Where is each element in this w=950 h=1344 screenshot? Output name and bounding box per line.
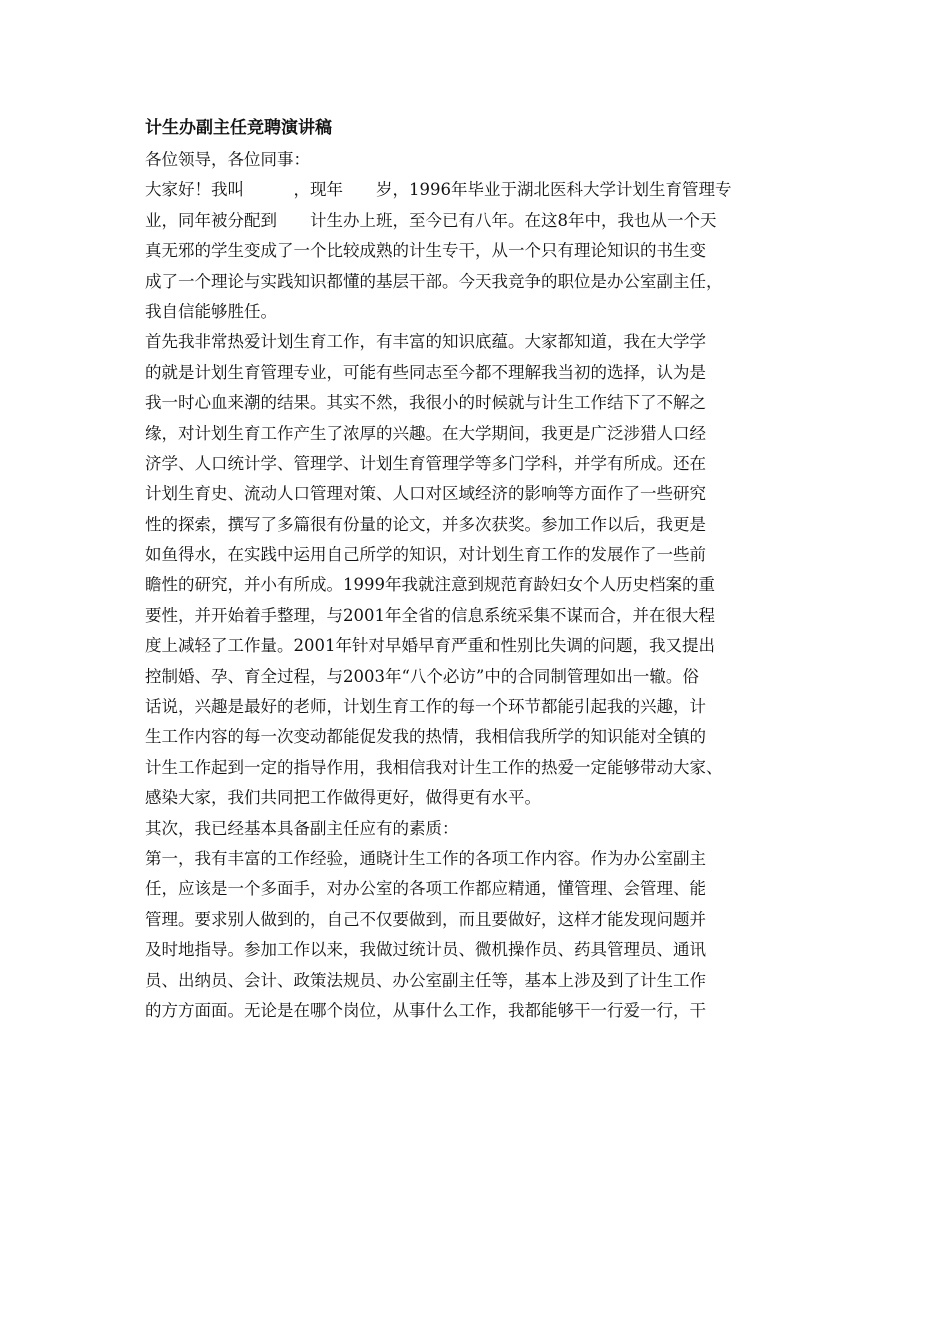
- document-body: [145, 175, 810, 1026]
- paragraph-line: 性的探索，撰写了多篇很有份量的论文，并多次获奖。参加工作以后，我更是: [145, 514, 706, 534]
- paragraph-line: 生工作内容的每一次变动都能促发我的热情，我相信我所学的知识能对全镇的: [145, 727, 706, 747]
- paragraph: [145, 175, 810, 327]
- paragraph-line: 缘，对计划生育工作产生了浓厚的兴趣。在大学期间，我更是广泛涉猎人口经: [145, 423, 706, 443]
- paragraph: [145, 844, 810, 1026]
- paragraph-line: 计生工作起到一定的指导作用，我相信我对计生工作的热爱一定能够带动大家、: [145, 757, 723, 777]
- paragraph-line: 感染大家，我们共同把工作做得更好，做得更有水平。: [145, 788, 541, 808]
- greeting-line: 各位领导，各位同事：: [145, 150, 310, 169]
- paragraph-line: 的就是计划生育管理专业，可能有些同志至今都不理解我当初的选择，认为是: [145, 362, 706, 382]
- paragraph-line: 业，同年被分配到 计生办上班，至今已有八年。在这8年中，我也从一个天: [145, 210, 717, 230]
- paragraph-line: 大家好！我叫 ，现年 岁，1996年毕业于湖北医科大学计划生育管理专: [145, 180, 732, 200]
- paragraph-line: 瞻性的研究，并小有所成。1999年我就注意到规范育龄妇女个人历史档案的重: [145, 575, 715, 595]
- paragraph-line: 管理。要求别人做到的，自己不仅要做到，而且要做好，这样才能发现问题并: [145, 909, 706, 929]
- paragraph-line: 的方方面面。无论是在哪个岗位，从事什么工作，我都能够干一行爱一行，干: [145, 1000, 706, 1020]
- paragraph-line: 计划生育史、流动人口管理对策、人口对区域经济的影响等方面作了一些研究: [145, 484, 706, 504]
- paragraph-line: 员、出纳员、会计、政策法规员、办公室副主任等，基本上涉及到了计生工作: [145, 970, 706, 990]
- paragraph-line: 控制婚、孕、育全过程，与2003年“八个必访”中的合同制管理如出一辙。俗: [145, 666, 699, 686]
- paragraph-line: 成了一个理论与实践知识都懂的基层干部。今天我竞争的职位是办公室副主任，: [145, 271, 723, 291]
- paragraph-line: 度上减轻了工作量。2001年针对早婚早育严重和性别比失调的问题，我又提出: [145, 636, 715, 656]
- paragraph-line: 济学、人口统计学、管理学、计划生育管理学等多门学科，并学有所成。还在: [145, 453, 706, 473]
- document-page: [145, 113, 810, 1026]
- paragraph-line: 其次，我已经基本具备副主任应有的素质：: [145, 818, 459, 838]
- paragraph-line: 第一，我有丰富的工作经验，通晓计生工作的各项工作内容。作为办公室副主: [145, 848, 706, 868]
- document-title: 计生办副主任竞聘演讲稿: [145, 118, 332, 138]
- paragraph-line: 任，应该是一个多面手，对办公室的各项工作都应精通，懂管理、会管理、能: [145, 879, 706, 899]
- paragraph: [145, 327, 810, 813]
- paragraph-line: 如鱼得水，在实践中运用自己所学的知识，对计划生育工作的发展作了一些前: [145, 545, 706, 565]
- paragraph-line: 要性，并开始着手整理，与2001年全省的信息系统采集不谋而合，并在很大程: [145, 605, 715, 625]
- paragraph-line: 话说，兴趣是最好的老师，计划生育工作的每一个环节都能引起我的兴趣，计: [145, 697, 706, 717]
- paragraph-line: 及时地指导。参加工作以来，我做过统计员、微机操作员、药具管理员、通讯: [145, 940, 706, 960]
- paragraph-line: 我自信能够胜任。: [145, 301, 277, 321]
- paragraph-line: 我一时心血来潮的结果。其实不然，我很小的时候就与计生工作结下了不解之: [145, 393, 706, 413]
- greeting: [145, 145, 810, 175]
- paragraph-line: 首先我非常热爱计划生育工作，有丰富的知识底蕴。大家都知道，我在大学学: [145, 332, 706, 352]
- paragraph-line: 真无邪的学生变成了一个比较成熟的计生专干，从一个只有理论知识的书生变: [145, 241, 706, 261]
- paragraph: [145, 814, 810, 844]
